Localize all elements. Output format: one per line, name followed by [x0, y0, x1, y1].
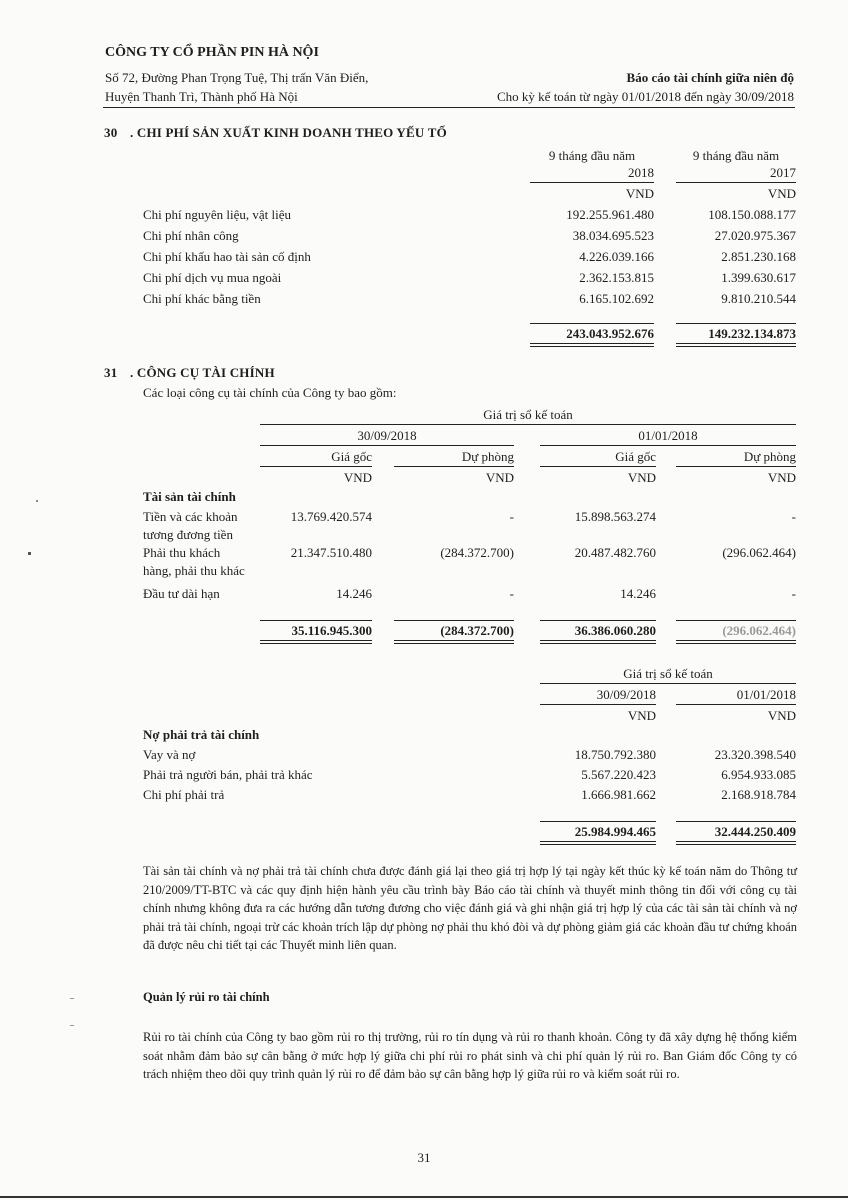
report-title: Báo cáo tài chính giữa niên độ — [626, 70, 794, 85]
asset-label: Đầu tư dài hạn — [143, 586, 220, 601]
asset-cost2: 14.246 — [620, 586, 656, 601]
asset-prov1: - — [509, 586, 514, 601]
note30-col2-unit: VND — [767, 186, 796, 201]
assets-total-cost2: 36.386.060.280 — [574, 623, 656, 638]
assets-unit: VND — [767, 470, 796, 485]
note30-col2-rule — [676, 182, 796, 183]
liab-date1-rule — [540, 704, 656, 705]
asset-label: Phải thu khách — [143, 545, 221, 560]
note30-row-v2017: 9.810.210.544 — [721, 291, 796, 306]
assets-unit: VND — [485, 470, 514, 485]
note30-col2-year: 2017 — [770, 165, 796, 180]
note30-row-label: Chi phí nguyên liệu, vật liệu — [143, 207, 292, 222]
asset-cost1: 13.769.420.574 — [290, 509, 372, 524]
liab-total-double-rule — [676, 841, 796, 845]
assets-total-double-rule — [676, 640, 796, 644]
note30-col2-head: 9 tháng đầu năm — [692, 148, 780, 163]
assets-heading: Tài sản tài chính — [143, 489, 236, 504]
assets-total-rule — [260, 620, 372, 621]
assets-total-prov1: (284.372.700) — [440, 623, 514, 638]
liab-head-rule — [540, 683, 796, 684]
note30-col1-rule — [530, 182, 654, 183]
liab-unit: VND — [627, 708, 656, 723]
asset-label-cont: tương đương tiền — [143, 527, 233, 542]
liabilities-heading: Nợ phải trả tài chính — [143, 727, 260, 742]
liability-label: Phải trả người bán, phải trả khác — [143, 767, 313, 782]
note30-row-v2017: 108.150.088.177 — [708, 207, 796, 222]
assets-cost1-head: Giá gốc — [331, 449, 372, 464]
risk-management-paragraph: Rủi ro tài chính của Công ty bao gồm rủi ro thị trường, rủi ro tín dụng và rủi ro thanh khoản. Công ty đã xây dựng hệ thống kiểm soát nhằm đảm bảo sự cân bằng ở mức hợp lý giữa chi phí rủi ro phát sinh và chi phí quản lý rủi ro. Ban Giám đốc Công ty có trách nhiệm theo dõi quy trình quản lý rủi ro để đảm bảo sự cân bằng hợp lý giữa rủi ro và kiểm soát rủi ro. — [143, 1030, 797, 1082]
assets-date1: 30/09/2018 — [357, 428, 417, 443]
liability-v1: 5.567.220.423 — [581, 767, 656, 782]
assets-total-rule — [394, 620, 514, 621]
note30-total1-double-rule — [530, 343, 654, 347]
liab-date2-rule — [676, 704, 796, 705]
asset-prov2: (296.062.464) — [722, 545, 796, 560]
scan-bottom-edge — [0, 1196, 848, 1198]
assets-total-double-rule — [394, 640, 514, 644]
report-period: Cho kỳ kế toán từ ngày 01/01/2018 đến ngày 30/09/2018 — [497, 89, 794, 104]
assets-date2: 01/01/2018 — [638, 428, 698, 443]
liab-total-rule — [676, 821, 796, 822]
note31-number: 31 — [104, 365, 118, 380]
note30-title: . CHI PHÍ SẢN XUẤT KINH DOANH THEO YẾU TỐ — [130, 125, 447, 140]
scan-speck — [70, 998, 74, 999]
assets-date2-rule — [540, 445, 796, 446]
liability-v1: 18.750.792.380 — [574, 747, 656, 762]
note30-col1-head: 9 tháng đầu năm — [548, 148, 636, 163]
asset-label: Tiền và các khoản — [143, 509, 238, 524]
liability-v1: 1.666.981.662 — [581, 787, 656, 802]
liability-v2: 23.320.398.540 — [714, 747, 796, 762]
liab-carrying-value-head: Giá trị sổ kế toán — [623, 666, 713, 681]
asset-prov1: (284.372.700) — [440, 545, 514, 560]
note30-row-v2017: 27.020.975.367 — [714, 228, 796, 243]
note30-row-label: Chi phí dịch vụ mua ngoài — [143, 270, 282, 285]
note30-number: 30 — [104, 125, 118, 140]
asset-label-cont: hàng, phải thu khác — [143, 563, 245, 578]
company-name: CÔNG TY CỔ PHẦN PIN HÀ NỘI — [105, 45, 319, 60]
note30-row-label: Chi phí khác bằng tiền — [143, 291, 261, 306]
liab-date1: 30/09/2018 — [596, 687, 656, 702]
assets-unit: VND — [627, 470, 656, 485]
assets-total-double-rule — [260, 640, 372, 644]
liability-label: Chi phí phải trả — [143, 787, 225, 802]
company-address-line1: Số 72, Đường Phan Trọng Tuệ, Thị trấn Văn Điển, — [105, 70, 369, 85]
assets-prov2-head: Dự phòng — [743, 449, 796, 464]
liab-total-2: 32.444.250.409 — [714, 824, 796, 839]
scan-speck — [70, 1025, 74, 1026]
assets-total-cost1: 35.116.945.300 — [291, 623, 372, 638]
note30-row-label: Chi phí khấu hao tài sản cố định — [143, 249, 311, 264]
assets-cost2-rule — [540, 466, 656, 467]
asset-cost2: 15.898.563.274 — [574, 509, 656, 524]
assets-cost2-head: Giá gốc — [615, 449, 656, 464]
header-rule — [103, 107, 795, 108]
company-address-line2: Huyện Thanh Trì, Thành phố Hà Nội — [105, 89, 298, 104]
liab-total-double-rule — [540, 841, 656, 845]
note30-total2-double-rule — [676, 343, 796, 347]
assets-head-rule — [260, 424, 796, 425]
assets-unit: VND — [343, 470, 372, 485]
fair-value-paragraph: Tài sản tài chính và nợ phải trả tài chính chưa được đánh giá lại theo giá trị hợp lý tại ngày kết thúc kỳ kế toán năm do Thông tư 210/2009/TT-BTC và các quy định hiện hành yêu cầu trình bày Báo cáo tài chính và thuyết minh thông tin đối với công cụ tài chính nhưng không đưa ra các hướng dẫn tương đương cho việc đánh giá và ghi nhận giá trị hợp lý của các tài sản tài chính và nợ phải trả tài chính, ngoại trừ các khoản trích lập dự phòng nợ phải thu khó đòi và dự phòng giảm giá các khoản đầu tư chứng khoán đã được nêu chi tiết tại các Thuyết minh liên quan. — [143, 864, 797, 953]
note30-total1-rule — [530, 323, 654, 324]
liability-v2: 2.168.918.784 — [721, 787, 796, 802]
asset-prov1: - — [509, 509, 514, 524]
scan-speck — [36, 500, 38, 502]
note30-row-v2018: 38.034.695.523 — [572, 228, 654, 243]
asset-prov2: - — [791, 586, 796, 601]
risk-management-heading: Quản lý rủi ro tài chính — [143, 990, 270, 1004]
note30-row-v2018: 192.255.961.480 — [566, 207, 654, 222]
scan-speck — [28, 552, 31, 555]
assets-total-rule — [676, 620, 796, 621]
note30-row-v2018: 6.165.102.692 — [579, 291, 654, 306]
note30-row-v2017: 1.399.630.617 — [721, 270, 796, 285]
note30-col1-unit: VND — [625, 186, 654, 201]
note30-total2-rule — [676, 323, 796, 324]
asset-cost1: 14.246 — [336, 586, 372, 601]
asset-cost2: 20.487.482.760 — [574, 545, 656, 560]
asset-prov2: - — [791, 509, 796, 524]
note30-col1-year: 2018 — [628, 165, 654, 180]
liability-label: Vay và nợ — [143, 747, 196, 762]
note31-title: . CÔNG CỤ TÀI CHÍNH — [130, 365, 275, 380]
assets-total-rule — [540, 620, 656, 621]
assets-carrying-value-head: Giá trị sổ kế toán — [483, 407, 573, 422]
note30-row-label: Chi phí nhân công — [143, 228, 239, 243]
assets-total-double-rule — [540, 640, 656, 644]
liability-v2: 6.954.933.085 — [721, 767, 796, 782]
asset-cost1: 21.347.510.480 — [290, 545, 372, 560]
page-number: 31 — [417, 1150, 431, 1165]
assets-cost1-rule — [260, 466, 372, 467]
note30-row-v2018: 4.226.039.166 — [579, 249, 654, 264]
note30-total-2018: 243.043.952.676 — [566, 326, 654, 341]
liab-date2: 01/01/2018 — [736, 687, 796, 702]
note30-row-v2017: 2.851.230.168 — [721, 249, 796, 264]
liab-total-rule — [540, 821, 656, 822]
note30-total-2017: 149.232.134.873 — [708, 326, 796, 341]
assets-date1-rule — [260, 445, 514, 446]
liab-total-1: 25.984.994.465 — [574, 824, 656, 839]
assets-prov2-rule — [676, 466, 796, 467]
assets-prov1-rule — [394, 466, 514, 467]
assets-total-prov2: (296.062.464) — [722, 623, 796, 638]
note31-intro: Các loại công cụ tài chính của Công ty bao gồm: — [143, 385, 397, 400]
liab-unit: VND — [767, 708, 796, 723]
note30-row-v2018: 2.362.153.815 — [579, 270, 654, 285]
assets-prov1-head: Dự phòng — [461, 449, 514, 464]
